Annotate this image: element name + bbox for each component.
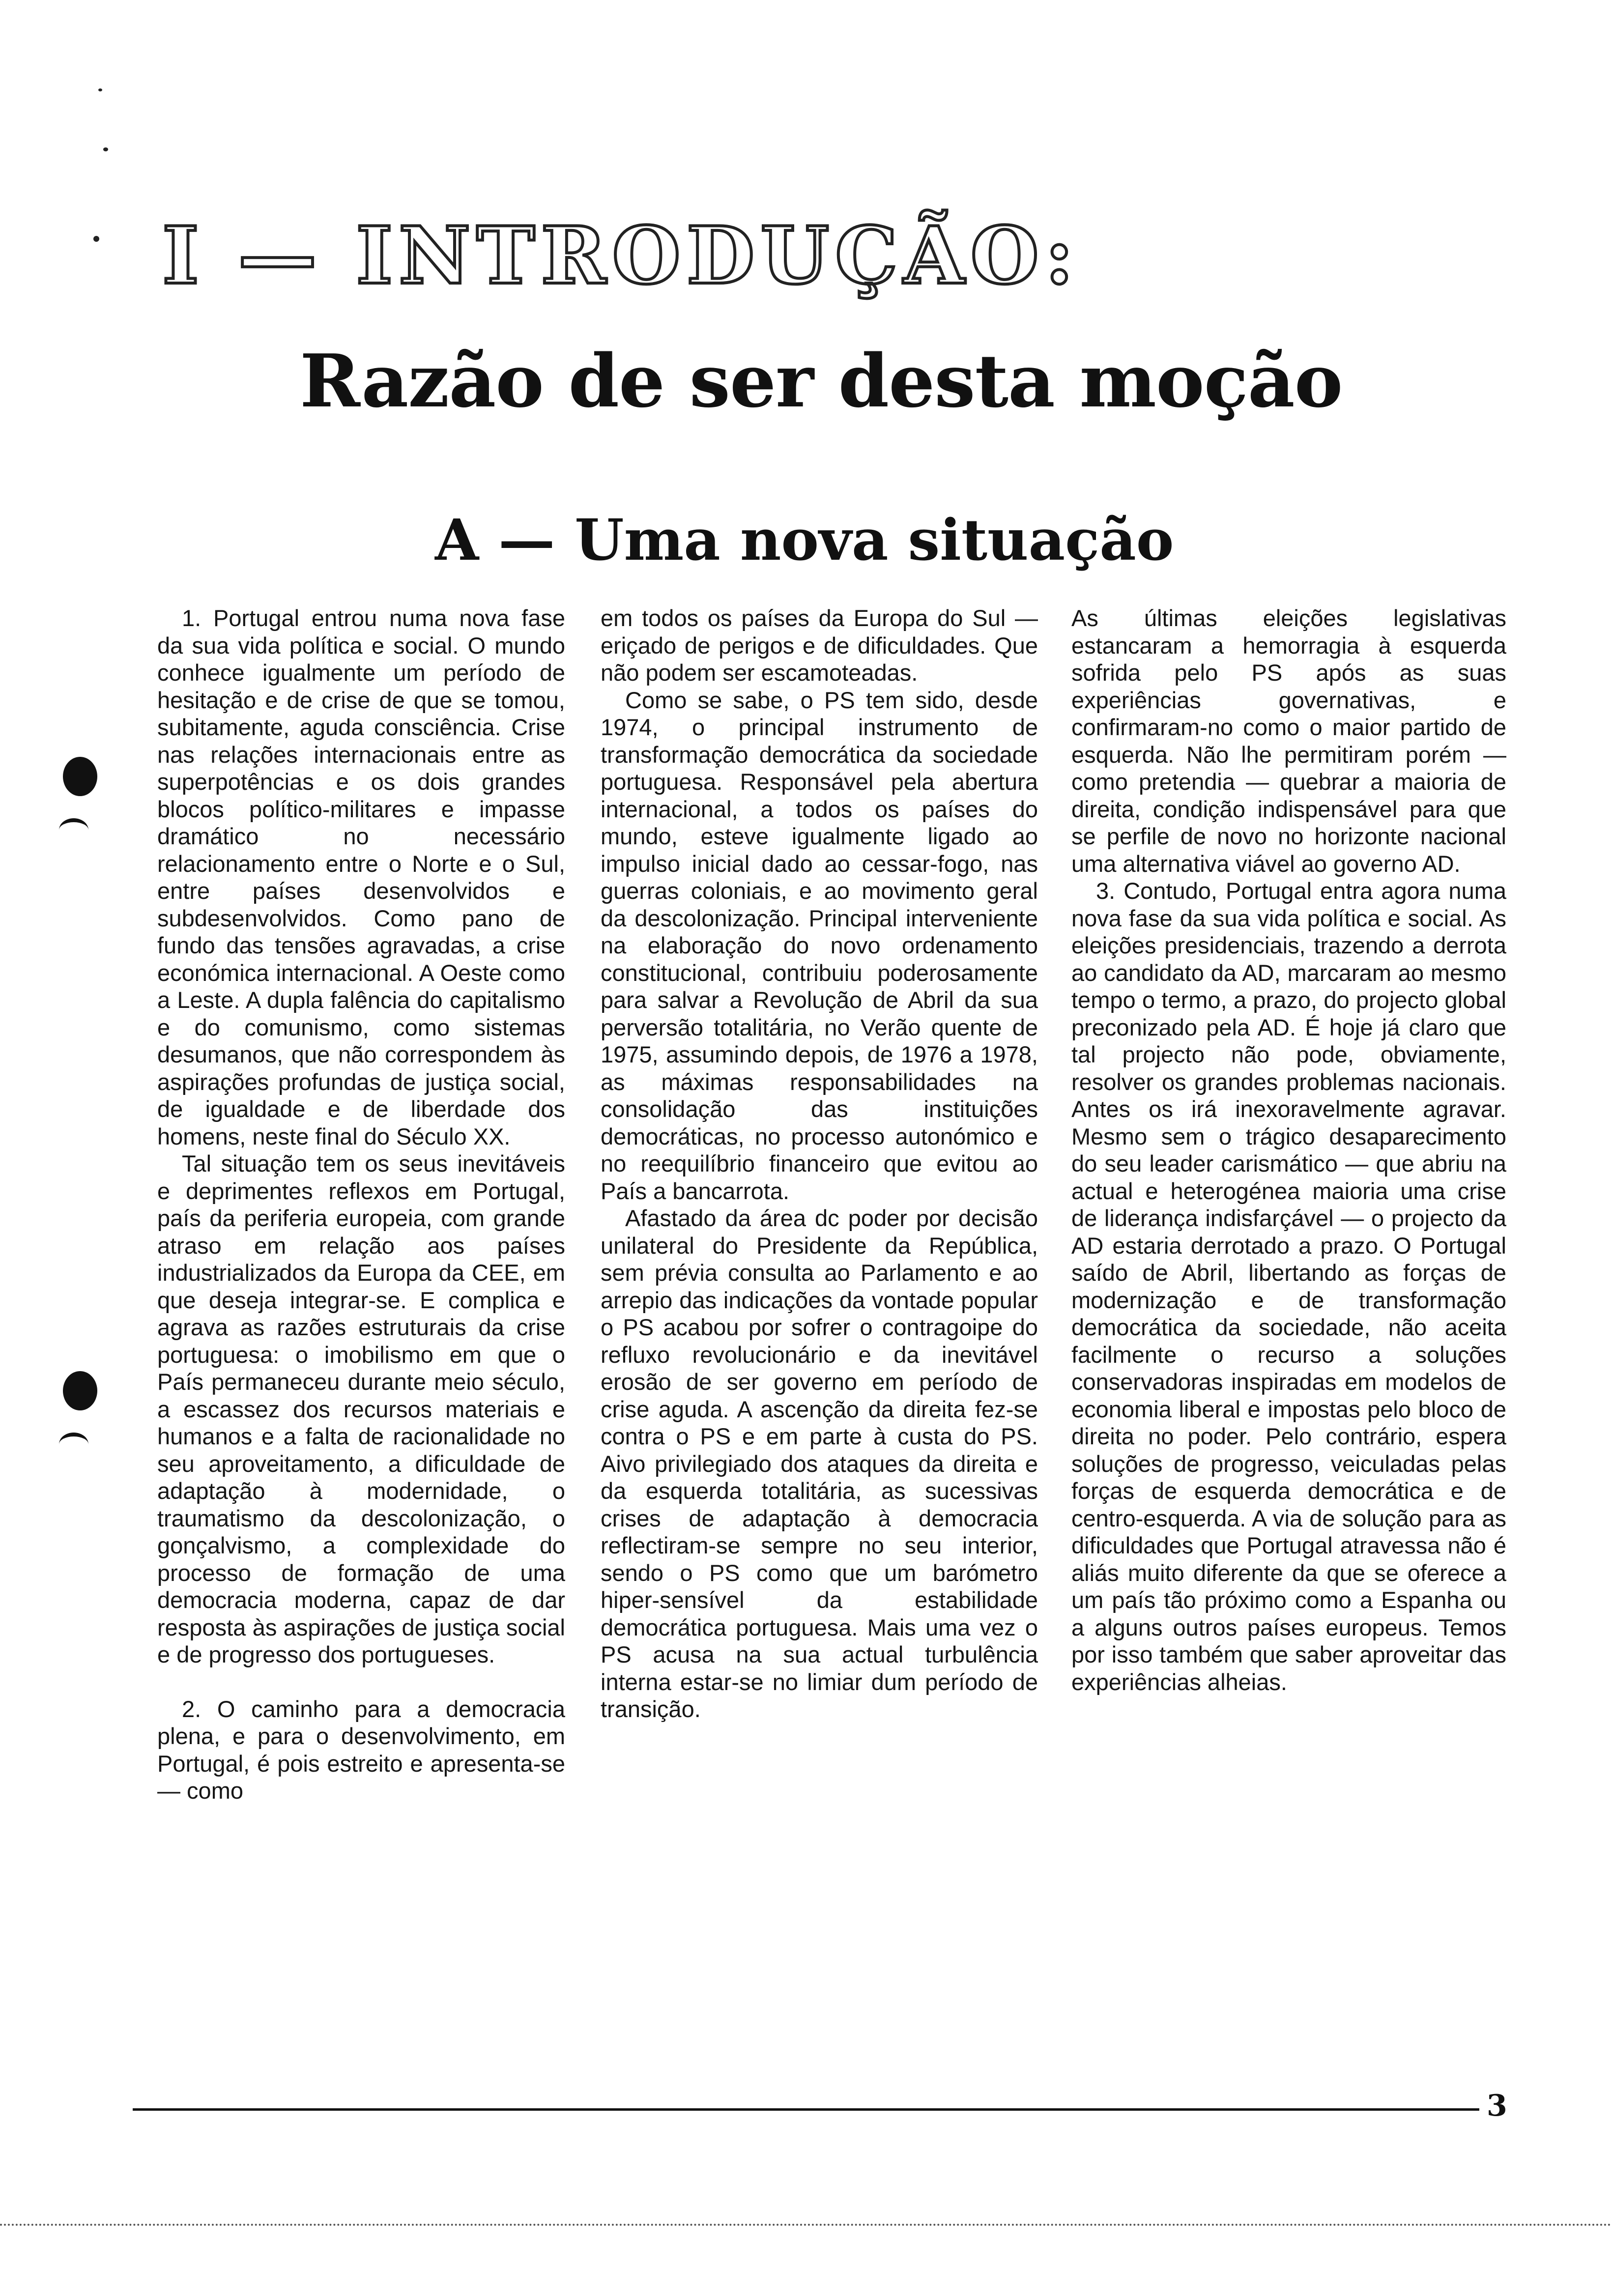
paragraph: Afastado da área dc poder por decisão unilateral do Presidente da República, sem prévia consulta ao Parlamento e ao arrepio das indicações da vontade popular o PS acabou por sofrer o contragoipe do refluxo revolucionário e da inevitável erosão de ser governo em período de crise aguda. A ascenção da direita fez-se contra o PS e em parte à custa do PS. Aivo privilegiado dos ataques da direita e da esquerda totalitária, as sucessivas crises de adaptação à democracia reflectiram-se sempre no seu interior, sendo o PS como que um barómetro hiper-sensível da estabilidade democrática portuguesa. Mais uma vez o PS acusa na sua actual turbulência interna estar-se no limiar dum período de transição. <box>601 1205 1038 1722</box>
section-title: A — Uma nova situação <box>435 507 1174 574</box>
chapter-heading: I — INTRODUÇÃO: <box>162 209 1080 302</box>
punch-hole <box>63 1371 97 1410</box>
paragraph: Tal situação tem os seus inevitáveis e deprimentes reflexos em Portugal, país da periferia europeia, com grande atraso em relação aos países industrializados da Europa da CEE, em que deseja integrar-se. E complica e agrava as razões estruturais da crise portuguesa: o imobilismo em que o País permaneceu durante meio século, a escassez dos recursos materiais e humanos e a falta de racionalidade no seu aproveitamento, a dificuldade de adaptação à modernidade, o traumatismo da descolonização, o gonçalvismo, a complexidade do processo de formação de uma democracia moderna, capaz de dar resposta às aspirações de justiça social e de progresso dos portugueses. <box>157 1150 565 1667</box>
chapter-subheading: Razão de ser desta moção <box>300 338 1343 424</box>
paragraph: As últimas eleições legislativas estancaram a hemorragia à esquerda sofrida pelo PS após as suas experiências governativas, e confirmaram-no como o maior partido de esquerda. Não lhe permitiram porém — como pretendia — quebrar a maioria de direita, condição indispensável para que se perfile de novo no horizonte nacional uma alternativa viável ao governo AD. <box>1071 605 1506 877</box>
paragraph: 2. O caminho para a democracia plena, e para o desenvolvimento, em Portugal, é pois estreito e apresenta-se — como <box>157 1695 565 1804</box>
text-column-1 <box>157 604 565 1805</box>
paragraph: 3. Contudo, Portugal entra agora numa nova fase da sua vida política e social. As eleições presidenciais, trazendo a derrota ao candidato da AD, marcaram ao mesmo tempo o termo, a prazo, do projecto global preconizado pela AD. É hoje já claro que tal projecto não pode, obviamente, resolver os grandes problemas nacionais. Antes os irá inexoravelmente agravar. Mesmo sem o trágico desaparecimento do seu leader carismático — que abriu na actual e heterogénea maioria uma crise de liderança indisfarçável — o projecto da AD estaria derrotado a prazo. O Portugal saído de Abril, libertando as forças de modernização e de transformação democrática da sociedade, não aceita facilmente o recurso a soluções conservadoras inspiradas em modelos de economia liberal e impostas pelo bloco de direita no poder. Pelo contrário, espera soluções de progresso, veiculadas pelas forças de esquerda democrática e de centro-esquerda. A via de solução para as dificuldades que Portugal atravessa não é aliás muito diferente da que se oferece a um país tão próximo como a Espanha ou a alguns outros países europeus. Temos por isso também que saber aproveitar das experiências alheias. <box>1071 878 1506 1695</box>
scan-speck <box>93 236 99 242</box>
text-column-2 <box>601 604 1038 1723</box>
punch-hole <box>63 757 97 796</box>
punch-hole-shadow <box>59 1433 88 1456</box>
text-column-3 <box>1071 604 1506 1695</box>
punch-hole-shadow <box>59 818 88 842</box>
scan-speck <box>103 147 108 151</box>
paragraph: Como se sabe, o PS tem sido, desde 1974, o principal instrumento de transformação democrática da sociedade portuguesa. Responsável pela abertura internacional, a todos os países do mundo, esteve igualmente ligado ao impulso inicial dado ao cessar-fogo, nas guerras coloniais, e ao movimento geral da descolonização. Principal interveniente na elaboração do novo ordenamento constitucional, contribuiu poderosamente para salvar a Revolução de Abril da sua perversão totalitária, no Verão quente de 1975, assumindo depois, de 1976 a 1978, as máximas responsabilidades na consolidação das instituições democráticas, no processo autonómico e no reequilíbrio financeiro que evitou ao País a bancarrota. <box>601 687 1038 1204</box>
paragraph: 1. Portugal entrou numa nova fase da sua vida política e social. O mundo conhece igualmente um período de hesitação e de crise de que se tomou, subitamente, aguda consciência. Crise nas relações internacionais entre as superpotências e os dois grandes blocos político-militares e impasse dramático no necessário relacionamento entre o Norte e o Sul, entre países desenvolvidos e subdesenvolvidos. Como pano de fundo das tensões agravadas, a crise económica internacional. A Oeste como a Leste. A dupla falência do capitalismo e do comunismo, como sistemas desumanos, que não correspondem às aspirações profundas de justiça social, de igualdade e de liberdade dos homens, neste final do Século XX. <box>157 605 565 1149</box>
scan-edge-line <box>0 2224 1612 2226</box>
page-number: 3 <box>1487 2089 1507 2123</box>
paragraph: em todos os países da Europa do Sul — eriçado de perigos e de dificuldades. Que não podem ser escamoteadas. <box>601 605 1038 686</box>
scan-speck <box>98 88 102 91</box>
footer-rule <box>133 2108 1479 2111</box>
